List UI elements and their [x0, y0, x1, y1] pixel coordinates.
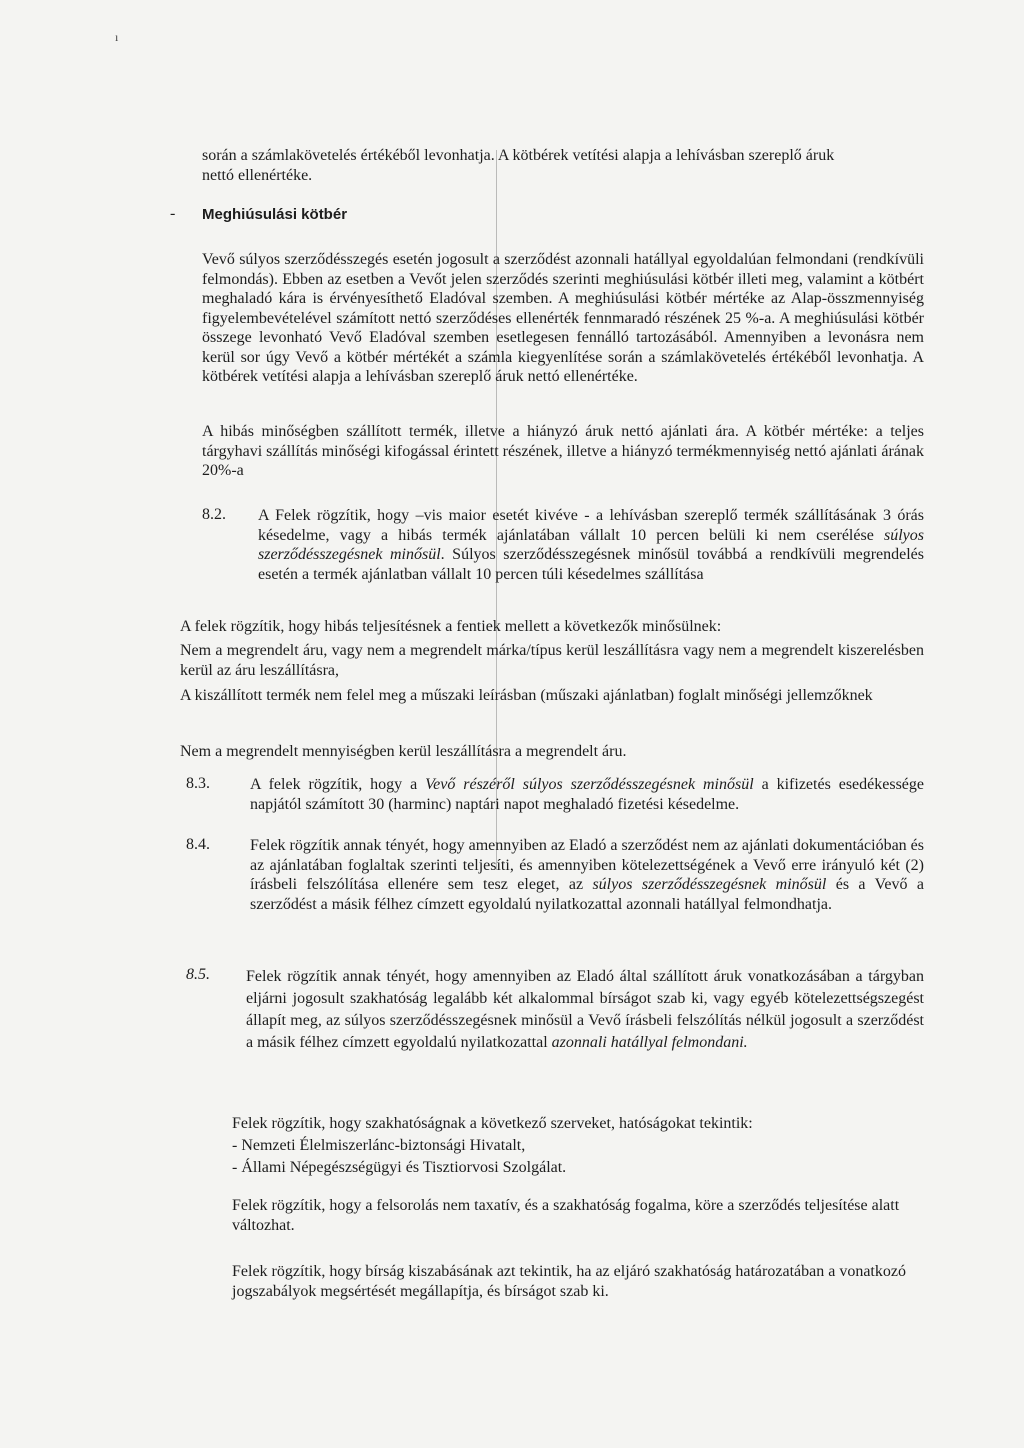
clause-8-4-text-a: Felek rögzítik annak tényét, hogy amennyiben az Eladó a szerződést nem az ajánlati dokumentációban és az ajánlatában foglaltak szerinti teljesíti, és amennyiben kötelezettségének a Vevő erre irányuló két (2) írásbeli felszólítása ellenére sem tesz eleget, az [250, 837, 924, 893]
defect-penalty-paragraph: A hibás minőségben szállított termék, illetve a hiányzó áruk nettó ajánlati ára. A kötbér mértéke: a teljes tárgyhavi szállítás minőségi kifogással érintett részének, illetve a hiányzó termékmennyiség nettó ajánlati árának 20%-a [202, 423, 924, 479]
clause-8-4-emphasis: súlyos szerződésszegésnek minősül [592, 876, 827, 893]
intro-line-1: során a számlakövetelés értékéből levonhatja. A kötbérek vetítési alapja a lehívásban szereplő áruk [202, 147, 835, 164]
intro-line-2: nettó ellenértéke. [202, 166, 313, 184]
clause-8-3 [250, 775, 924, 814]
defects-item-3: Nem a megrendelt mennyiségben kerül leszállításra a megrendelt áru. [180, 743, 627, 760]
clause-8-2 [258, 506, 924, 584]
clause-number-8-5: 8.5. [186, 966, 210, 983]
penalty-paragraph: Vevő súlyos szerződésszegés esetén jogosult a szerződést azonnali hatállyal egyoldalúan felmondani (rendkívüli felmondás). Ebben az esetben a Vevőt jelen szerződés szerinti meghiúsulási kötbér illeti meg, valamint a kötbért meghaladó kára is érvényesíthető Eladóval szemben. A meghiúsulási kötbér mértéke az Alap-összmennyiség figyelembevételével számított nettó szerződéses ellenérték fennmaradó részének 25 %-a. A meghiúsulási kötbér összege levonható Vevő Eladóval szemben esetlegesen fennálló tartozásából. Amennyiben a levonásra nem kerül sor úgy Vevő a kötbér mértékét a számla kiegyenlítése során a számlakövetelés értékéből levonhatja. A kötbérek vetítési alapja a lehívásban szereplő áruk nettó ellenértéke. [202, 251, 924, 385]
authorities-intro: Felek rögzítik, hogy szakhatóságnak a következő szerveket, hatóságokat tekintik: [232, 1115, 753, 1132]
authorities-item-2: - Állami Népegészségügyi és Tisztiorvosi Szolgálat. [232, 1159, 567, 1176]
clause-number-8-2: 8.2. [202, 506, 226, 523]
clause-8-2-emphasis: súlyos szerződésszegésnek minősül [258, 526, 924, 563]
clause-8-2-text-a: A Felek rögzítik, hogy –vis maior esetét kivéve - a lehívásban szereplő termék szállításának 3 órás késedelme, vagy a hibás termék ajánlatában vállalt 10 percen belüli ki nem cserélése [258, 507, 924, 544]
clause-8-2-text-c: . Súlyos szerződésszegésnek minősül továbbá a rendkívüli megrendelés esetén a termék ajánlatban vállalt 10 percen túli késedelmes szállítása [258, 546, 925, 583]
closing-paragraph-2: Felek rögzítik, hogy bírság kiszabásának azt tekintik, ha az eljáró szakhatóság határozatában a vonatkozó jogszabályok megsértését megállapítja, és bírságot szab ki. [232, 1263, 906, 1300]
scan-mark: ı [115, 30, 119, 44]
clause-number-8-3: 8.3. [186, 775, 210, 792]
defects-item-1: Nem a megrendelt áru, vagy nem a megrendelt márka/típus kerül leszállításra vagy nem a megrendelt kiszerelésben kerül az áru leszállításra, [180, 642, 924, 679]
clause-8-3-text-c: a kifizetés esedékessége napjától számított 30 (harminc) naptári napot meghaladó fizetési késedelme. [250, 776, 925, 813]
section-bullet: - [170, 205, 176, 222]
closing-paragraph-1: Felek rögzítik, hogy a felsorolás nem taxatív, és a szakhatóság fogalma, köre a szerződés teljesítése alatt változhat. [232, 1197, 900, 1234]
clause-8-3-text-a: A felek rögzítik, hogy a [250, 776, 426, 793]
clause-8-4 [250, 836, 924, 914]
clause-8-5-emphasis: azonnali hatállyal felmondani. [551, 1034, 748, 1051]
authorities-item-1: - Nemzeti Élelmiszerlánc-biztonsági Hivatalt, [232, 1137, 526, 1154]
defects-item-2: A kiszállított termék nem felel meg a műszaki leírásban (műszaki ajánlatban) foglalt minőségi jellemzőknek [180, 687, 873, 704]
clause-8-5 [246, 966, 924, 1054]
section-title: Meghiúsulási kötbér [202, 206, 348, 223]
intro-paragraph [202, 146, 924, 185]
clause-number-8-4: 8.4. [186, 836, 210, 853]
clause-8-3-emphasis: Vevő részéről súlyos szerződésszegésnek minősül [425, 776, 754, 793]
defects-intro: A felek rögzítik, hogy hibás teljesítésnek a fentiek mellett a következők minősülnek: [180, 618, 722, 635]
clause-8-5-text-a: Felek rögzítik annak tényét, hogy amennyiben az Eladó által szállított áruk vonatkozásában a tárgyban eljárni jogosult szakhatóság legalább két alkalommal bírságot szab ki, vagy egyéb kötelezettségszegést állapít meg, az súlyos szerződésszegésnek minősül a Vevő írásbeli felszólítás nélkül jogosult a szerződést a másik félhez címzett egyoldalú nyilatkozattal [246, 968, 924, 1051]
clause-8-4-text-c: és a Vevő a szerződést a másik félhez címzett egyoldalú nyilatkozattal azonnali hatállyal felmondhatja. [250, 876, 925, 913]
